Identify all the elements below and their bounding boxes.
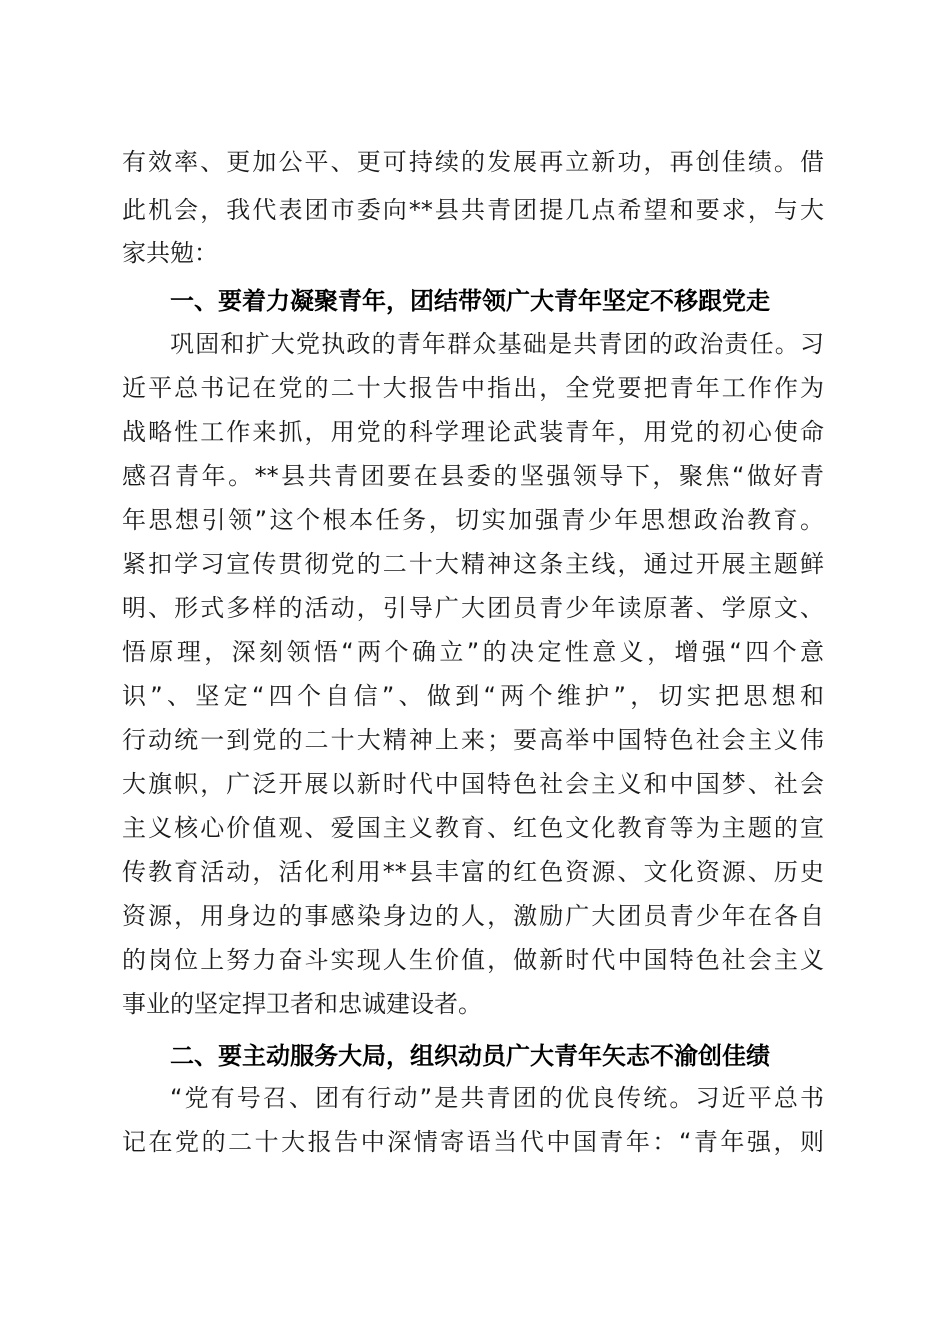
section-1-line-9: 识”、坚定“四个自信”、做到“两个维护”，切实把思想和 — [122, 682, 824, 710]
section-1-line-4: 感召青年。**县共青团要在县委的坚强领导下，聚焦“做好青 — [122, 462, 824, 490]
section-1-line-5: 年思想引领”这个根本任务，切实加强青少年思想政治教育。 — [122, 506, 824, 534]
section-2-line-1: “党有号召、团有行动”是共青团的优良传统。习近平总书 — [170, 1084, 824, 1112]
section-1-line-3: 战略性工作来抓，用党的科学理论武装青年，用党的初心使命 — [122, 418, 824, 446]
section-2-heading: 二、要主动服务大局，组织动员广大青年矢志不渝创佳绩 — [170, 1042, 770, 1070]
intro-line-1: 有效率、更加公平、更可持续的发展再立新功，再创佳绩。借 — [122, 148, 824, 176]
section-1-line-7: 明、形式多样的活动，引导广大团员青少年读原著、学原文、 — [122, 594, 824, 622]
section-1-line-10: 行动统一到党的二十大精神上来；要高举中国特色社会主义伟 — [122, 726, 824, 754]
section-2-line-2: 记在党的二十大报告中深情寄语当代中国青年：“青年强，则 — [122, 1128, 824, 1156]
section-1-line-14: 资源，用身边的事感染身边的人，激励广大团员青少年在各自 — [122, 902, 824, 930]
section-1-line-2: 近平总书记在党的二十大报告中指出，全党要把青年工作作为 — [122, 374, 824, 402]
section-1-line-8: 悟原理，深刻领悟“两个确立”的决定性意义，增强“四个意 — [122, 638, 824, 666]
section-1-line-6: 紧扣学习宣传贯彻党的二十大精神这条主线，通过开展主题鲜 — [122, 550, 824, 578]
intro-line-2: 此机会，我代表团市委向**县共青团提几点希望和要求，与大 — [122, 196, 824, 224]
intro-line-3: 家共勉： — [122, 239, 218, 267]
section-1-heading: 一、要着力凝聚青年，团结带领广大青年坚定不移跟党走 — [170, 287, 770, 315]
section-1-line-1: 巩固和扩大党执政的青年群众基础是共青团的政治责任。习 — [170, 330, 824, 358]
section-1-line-13: 传教育活动，活化利用**县丰富的红色资源、文化资源、历史 — [122, 858, 824, 886]
section-1-line-16: 事业的坚定捍卫者和忠诚建设者。 — [122, 990, 482, 1018]
section-1-line-11: 大旗帜，广泛开展以新时代中国特色社会主义和中国梦、社会 — [122, 770, 824, 798]
section-1-line-12: 主义核心价值观、爱国主义教育、红色文化教育等为主题的宣 — [122, 814, 824, 842]
section-1-line-15: 的岗位上努力奋斗实现人生价值，做新时代中国特色社会主义 — [122, 946, 824, 974]
